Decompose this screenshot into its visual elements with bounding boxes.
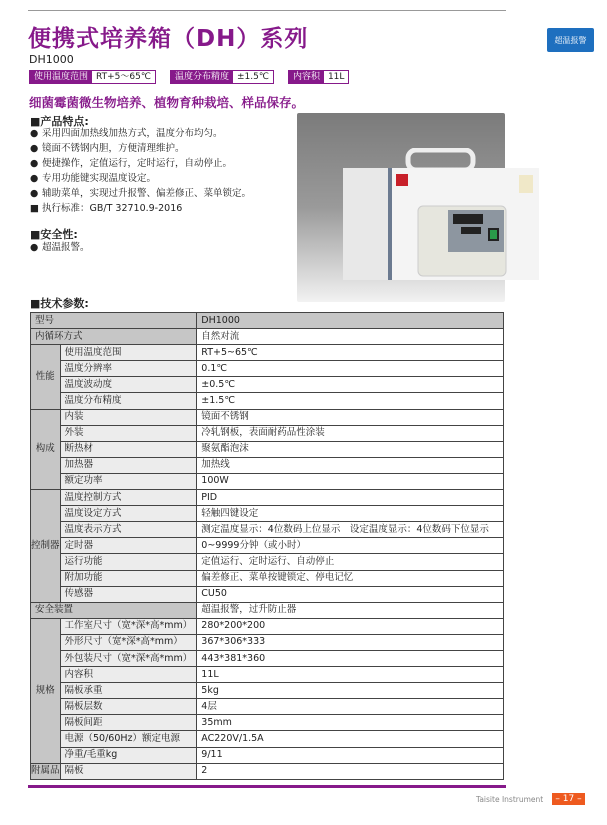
row-label: 断热材 [60, 441, 197, 457]
spec-label: 内容积 [289, 71, 324, 83]
row-label: 外形尺寸（宽*深*高*mm） [60, 634, 197, 650]
table-row [31, 361, 504, 377]
spec-label: 使用温度范围 [30, 71, 92, 83]
row-label: 安全装置 [31, 602, 197, 618]
group-label: 性能 [31, 345, 61, 409]
footer-rule [28, 785, 506, 788]
subtitle: 细菌霉菌微生物培养、植物育种栽培、样品保存。 [29, 95, 305, 110]
row-label: 外装 [60, 425, 197, 441]
group-label: 构成 [31, 409, 61, 489]
table-row [31, 683, 504, 699]
product-photo [297, 113, 505, 302]
row-value: 偏差修正、菜单按键锁定、停电记忆 [197, 570, 504, 586]
row-value: RT+5~65℃ [197, 345, 504, 361]
row-label: 内容积 [60, 667, 197, 683]
row-label: 净重/毛重kg [60, 747, 197, 763]
row-value: AC220V/1.5A [197, 731, 504, 747]
row-label: 加热器 [60, 457, 197, 473]
row-value: 0~9999分钟（或小时） [197, 538, 504, 554]
footer-brand: Taisite Instrument [476, 795, 544, 804]
table-row [31, 441, 504, 457]
over-temp-alarm-badge: 超温报警 [547, 28, 594, 52]
safety-heading: ■安全性: [30, 228, 78, 241]
row-value: ±0.5℃ [197, 377, 504, 393]
spec-table [30, 312, 504, 780]
table-row [31, 313, 504, 329]
row-label: 定时器 [60, 538, 197, 554]
row-label: 隔板承重 [60, 683, 197, 699]
row-label: 内装 [60, 409, 197, 425]
row-label: 电源（50/60Hz）额定电源 [60, 731, 197, 747]
list-item: ● 超温报警。 [30, 242, 90, 253]
row-label: 温度控制方式 [60, 490, 197, 506]
list-item: ● 采用四面加热线加热方式，温度分布均匀。 [30, 128, 223, 139]
row-value: 聚氨酯泡沫 [197, 441, 504, 457]
row-value: CU50 [197, 586, 504, 602]
row-value: DH1000 [197, 313, 504, 329]
table-row [31, 329, 504, 345]
row-value: 加热线 [197, 457, 504, 473]
spec-value: 11L [327, 72, 345, 82]
table-row [31, 490, 504, 506]
spec-volume [288, 70, 349, 84]
table-row [31, 667, 504, 683]
table-row [31, 506, 504, 522]
list-item: ● 便捷操作，定值运行，定时运行，自动停止。 [30, 158, 233, 169]
row-label: 隔板层数 [60, 699, 197, 715]
row-value: 定值运行、定时运行、自动停止 [197, 554, 504, 570]
row-label: 使用温度范围 [60, 345, 197, 361]
params-heading: ■技术参数: [30, 297, 89, 310]
row-label: 工作室尺寸（宽*深*高*mm） [60, 618, 197, 634]
table-row [31, 763, 504, 779]
row-label: 温度分辨率 [60, 361, 197, 377]
table-row [31, 731, 504, 747]
row-value: 367*306*333 [197, 634, 504, 650]
page-number: – 17 – [552, 793, 585, 805]
top-rule [28, 10, 506, 11]
row-value: 100W [197, 473, 504, 489]
table-row [31, 393, 504, 409]
row-value: 443*381*360 [197, 650, 504, 666]
row-label: 温度设定方式 [60, 506, 197, 522]
spec-uniformity [170, 70, 274, 84]
spec-value: ±1.5℃ [236, 72, 269, 82]
row-value: 9/11 [197, 747, 504, 763]
list-item: ● 辅助菜单，实现过升报警、偏差修正、菜单锁定。 [30, 188, 252, 199]
row-value: 4层 [197, 699, 504, 715]
table-row [31, 602, 504, 618]
list-item: ● 专用功能键实现温度设定。 [30, 173, 157, 184]
safety-list [30, 240, 90, 255]
features-list [30, 126, 251, 216]
spec-temp-range [29, 70, 156, 84]
table-row [31, 409, 504, 425]
group-label: 控制器 [31, 490, 61, 603]
group-label: 规格 [31, 618, 61, 763]
table-row [31, 618, 504, 634]
row-value: ±1.5℃ [197, 393, 504, 409]
spec-label: 温度分布精度 [171, 71, 233, 83]
row-value: 测定温度显示：4位数码上位显示 设定温度显示：4位数码下位显示 [197, 522, 504, 538]
row-label: 型号 [31, 313, 197, 329]
row-value: 5kg [197, 683, 504, 699]
row-value: 0.1℃ [197, 361, 504, 377]
table-row [31, 650, 504, 666]
table-row [31, 699, 504, 715]
row-label: 附加功能 [60, 570, 197, 586]
row-label: 隔板 [60, 763, 197, 779]
table-row [31, 570, 504, 586]
page-title: 便携式培养箱（DH）系列 [28, 26, 309, 52]
row-label: 运行功能 [60, 554, 197, 570]
row-value: 自然对流 [197, 329, 504, 345]
row-value: 11L [197, 667, 504, 683]
incubator-image [343, 148, 539, 284]
table-row [31, 586, 504, 602]
list-item: ● 镜面不锈钢内胆，方便清理维护。 [30, 143, 185, 154]
row-label: 内循环方式 [31, 329, 197, 345]
group-label: 附属品 [31, 763, 61, 779]
model-number: DH1000 [29, 53, 74, 66]
row-label: 外包装尺寸（宽*深*高*mm） [60, 650, 197, 666]
table-row [31, 473, 504, 489]
key-specs [29, 70, 349, 84]
row-value: PID [197, 490, 504, 506]
spec-value: RT+5～65℃ [96, 72, 151, 82]
table-row [31, 522, 504, 538]
table-row [31, 457, 504, 473]
row-value: 35mm [197, 715, 504, 731]
table-row [31, 425, 504, 441]
table-row [31, 747, 504, 763]
row-value: 镜面不锈钢 [197, 409, 504, 425]
row-label: 额定功率 [60, 473, 197, 489]
table-row [31, 715, 504, 731]
row-label: 温度分布精度 [60, 393, 197, 409]
row-label: 隔板间距 [60, 715, 197, 731]
table-row [31, 377, 504, 393]
row-value: 280*200*200 [197, 618, 504, 634]
table-row [31, 345, 504, 361]
table-row [31, 554, 504, 570]
table-row [31, 538, 504, 554]
row-value: 轻触四键设定 [197, 506, 504, 522]
row-label: 温度波动度 [60, 377, 197, 393]
row-value: 2 [197, 763, 504, 779]
row-label: 传感器 [60, 586, 197, 602]
list-item: ■ 执行标准：GB/T 32710.9-2016 [30, 203, 183, 214]
row-label: 温度表示方式 [60, 522, 197, 538]
row-value: 超温报警，过升防止器 [197, 602, 504, 618]
features-heading: ■产品特点: [30, 115, 89, 128]
table-row [31, 634, 504, 650]
row-value: 冷轧钢板，表面耐药品性涂装 [197, 425, 504, 441]
